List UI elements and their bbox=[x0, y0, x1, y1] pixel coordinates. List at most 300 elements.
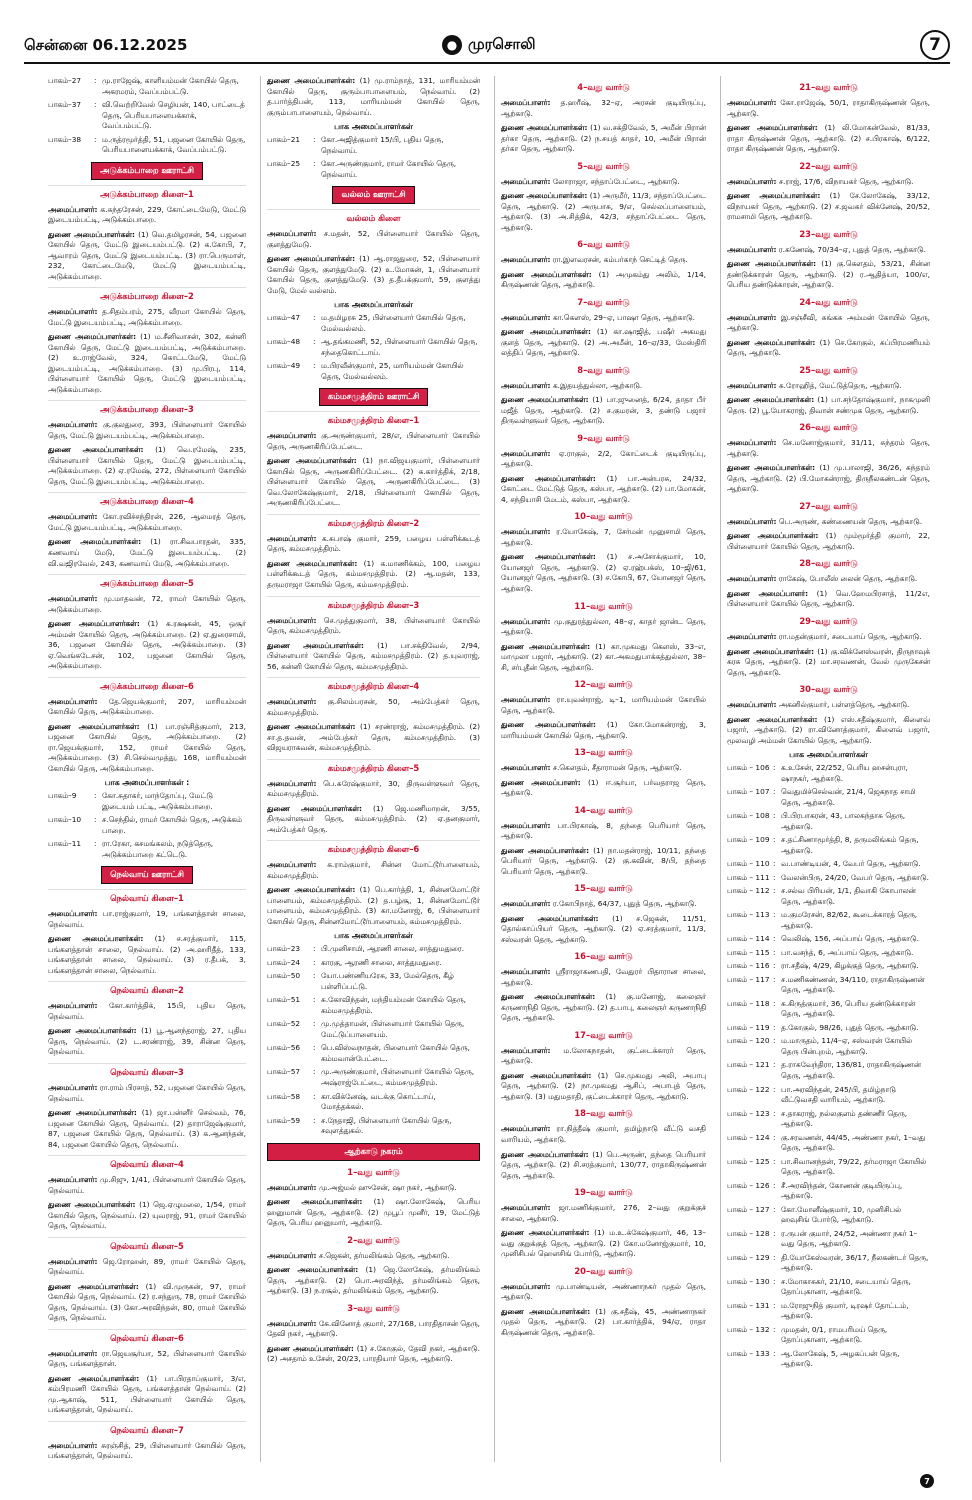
role-label: அமைப்பாளர்: bbox=[48, 1348, 98, 1358]
booth-text: ம.மாருதம், 11/4–ஏ, சஸ்வரன் கோயில் தெரு பின்புறம், ஆற்காடு. bbox=[781, 1036, 913, 1056]
entry-text: (1) லி.மோகன்வேல், 81/33, ராதா கிருஷ்ணன் தெரு, ஆற்காடு. (2) ச.பிரகாஷ், 6/122, ராதா கிருஷ்ணன் தெரு, ஆற்காடு. bbox=[727, 123, 931, 154]
role-label: அமைப்பாளர்: bbox=[48, 594, 98, 604]
role-label: அமைப்பாளர்: bbox=[501, 448, 551, 458]
entry-text: (1) எஸ்.சதீஷ்குமார், கிளைவ் பஜார், ஆற்காடு. (2) ரா.வினோத்குமார், கிளைவ் பஜார், மூலவழி அம்மன் கோயில் தெரு, ஆற்காடு. bbox=[727, 714, 930, 745]
booth-colon: : bbox=[773, 947, 776, 957]
booth-colon: : bbox=[773, 934, 776, 944]
role-label: துணை அமைப்பாளர்கள்: bbox=[48, 1200, 136, 1210]
booth-number: பாகம்–47 bbox=[267, 313, 301, 323]
booth-entry bbox=[267, 1043, 480, 1064]
entry-text: ரா.இளவரசன், கம்பர்காந் செட்டித் தெரு. bbox=[550, 255, 688, 265]
booth-text: முமதன், 0/1, ராமபரிமய் தெரு, தோப்புகானா, ஆற்காடு. bbox=[781, 1324, 888, 1345]
role-label: துணை அமைப்பாளர்கள்: bbox=[267, 1197, 363, 1207]
booth-text: சு.கோவிந்தன், மந்தியம்மன் கோயில் தெரு, கம்மசமுத்திரம். bbox=[321, 995, 466, 1015]
booth-number: பாகம் – 119 bbox=[727, 1022, 770, 1032]
entry-text: (1) ச.கோகுல், தேவி நகர், ஆற்காடு. (2) அசதாம் உசேன், 20/23, பாரதியார் தெரு, ஆற்காடு. bbox=[267, 1343, 481, 1364]
booth-number: பாகம் – 112 bbox=[727, 886, 770, 896]
booth-colon: : bbox=[773, 1084, 776, 1094]
booth-entry bbox=[727, 961, 930, 972]
booth-colon: : bbox=[773, 1180, 776, 1190]
entry bbox=[48, 512, 246, 533]
booth-number: பாகம் – 116 bbox=[727, 961, 770, 971]
booth-colon: : bbox=[773, 1108, 776, 1118]
ward-heading: 11–வது வார்டு bbox=[574, 600, 633, 611]
ward-heading: 24–வது வார்டு bbox=[799, 296, 858, 307]
entry bbox=[501, 1203, 706, 1224]
booth-entry bbox=[727, 1109, 930, 1130]
entry-text: (1) அமுகம்து அலிம், 1/14, கிருஷ்ணன் தெரு, ஆற்காடு. bbox=[501, 269, 706, 290]
entry-text: (1) ரா.சிவபாரதன், 335, கணவாய் மேடு, மேட்டு இடையம்பட்டி. (2) வி.வஜிரவேல், 243, கணவாய் மேடு, அடுக்கம்பாறை. bbox=[48, 537, 247, 568]
role-label: துணை அமைப்பாளர்கள்: bbox=[501, 1070, 592, 1080]
role-label: துணை அமைப்பாளர்கள்: bbox=[48, 1026, 137, 1036]
branch-heading: அடுக்கம்பாறை கிளை–1 bbox=[48, 185, 246, 201]
role-label: அமைப்பாளர்: bbox=[501, 176, 551, 186]
entry-text: (1) செ.முகமது அலி, அபாபு தெரு, ஆற்காடு. (2) நா.முகமது ஆசிப், அபாபுத் தெரு, ஆற்காடு. (3) மதுமதாதி, குட்டைக்காரர் தெரு, ஆற்காடு. bbox=[501, 1070, 707, 1101]
ward-heading: 13–வது வார்டு bbox=[574, 747, 633, 758]
booth-text: பி.முனிசாமி, ஆரணி சாலை, சாத்துமதுரை. bbox=[321, 944, 465, 954]
booth-colon: : bbox=[313, 361, 316, 371]
role-label: அமைப்பாளர்: bbox=[501, 98, 551, 107]
booth-number: பாகம் – 131 bbox=[727, 1300, 770, 1310]
booth-number: பாகம்–21 bbox=[267, 135, 301, 145]
entry bbox=[48, 1001, 246, 1022]
branch-heading: கம்மசமுத்திரம் கிளை–6 bbox=[267, 840, 480, 856]
booth-colon: : bbox=[773, 1300, 776, 1310]
ward-heading: 7–வது வார்டு bbox=[577, 296, 630, 307]
booth-entry bbox=[48, 100, 246, 132]
role-label: துணை அமைப்பாளர்கள்: bbox=[727, 123, 818, 133]
entry bbox=[267, 1183, 480, 1194]
entry-text: (1) பா.அன்பரசு, 24/32, கோட்டை மேட்டுத் தெரு, கஸ்பா, ஆற்காடு. (2) பா.மோகன், 4, சந்தியாசி மேடம், கஸ்பா, ஆற்காடு. bbox=[501, 473, 707, 504]
role-label: துணை அமைப்பாளர்கள்: bbox=[48, 1281, 139, 1291]
booth-text: மு.முத்தாமன், பிள்ளையார் கோயில் தெரு, மேட்டுப்பாளையம். bbox=[321, 1019, 465, 1039]
entry bbox=[48, 619, 246, 672]
role-label: அமைப்பாளர்: bbox=[727, 98, 777, 107]
booth-number: பாகம் – 126 bbox=[727, 1180, 770, 1190]
entry-text: ர.கணேஷ், 70/34–ஏ, புதுத் தெரு, ஆற்காடு. bbox=[776, 244, 926, 254]
entry bbox=[727, 632, 930, 643]
role-label: துணை அமைப்பாளர்கள்: bbox=[267, 456, 357, 466]
booth-text: வி.வெற்றிவேல் செழியன், 140, பாட்டைத் தெரு, பெரியபாளையக்காக், வேப்பம்பட்டு. bbox=[102, 100, 245, 131]
booth-colon: : bbox=[773, 835, 776, 845]
section-banner: அடுக்கம்பாறை ஊராட்சி bbox=[91, 162, 203, 180]
role-label: அமைப்பாளர்: bbox=[267, 533, 317, 543]
entry bbox=[727, 647, 930, 679]
role-label: துணை அமைப்பாளர்கள்: bbox=[267, 803, 362, 813]
booth-text: மு.அருண்குமார், பிள்ளையார் கோயில் தெரு, அஷ்ராஜ்பேட்டை, கம்மசமுத்திரம். bbox=[321, 1067, 475, 1087]
booth-entry bbox=[727, 910, 930, 931]
role-label: அமைப்பாளர்: bbox=[267, 1250, 317, 1260]
booth-number: பாகம் – 107 bbox=[727, 787, 770, 797]
booth-number: பாகம் – 128 bbox=[727, 1228, 770, 1238]
entry-text: மு.மாதவன், 72, ராமர் கோயில் தெரு, அடுக்கம்பாறை. bbox=[48, 594, 246, 614]
role-label: துணை அமைப்பாளர்கள்: bbox=[267, 885, 356, 895]
booth-number: பாகம்–48 bbox=[267, 337, 301, 347]
role-label: அமைப்பாளர்: bbox=[501, 899, 551, 909]
entry-text: (1) பெ.அருண், தந்தை பெரியார் தெரு, ஆற்காடு. (2) சி.சரத்குமார், 130/77, ராதாகிருஷ்ணன் தெரு, ஆற்காடு. bbox=[501, 1149, 707, 1180]
entry bbox=[501, 1046, 706, 1067]
entry bbox=[501, 527, 706, 548]
booth-entry bbox=[727, 835, 930, 856]
branch-heading: நெல்வாய் கிளை–1 bbox=[48, 889, 246, 905]
ward-heading: 16–வது வார்டு bbox=[574, 951, 633, 962]
booth-text: பி.பிரபாகரன், 43, பாலகந்தாசு தெரு, ஆற்காடு. bbox=[781, 811, 906, 831]
booth-number: பாகம்–25 bbox=[267, 159, 301, 169]
booth-entry bbox=[267, 313, 480, 334]
newspaper-logo bbox=[442, 30, 536, 60]
booth-colon: : bbox=[773, 886, 776, 896]
entry-text: ச.ராஜ், 17/6, விநாயகர் தெரு, ஆற்காடு. bbox=[776, 176, 914, 186]
role-label: அமைப்பாளர்: bbox=[267, 1182, 317, 1192]
entry-text: (1) பா.சக்திவேல், 2/94, பிள்ளையார் கோயில் தெரு, கம்மசமுத்திரம். (2) த.யுவராஜ், 56, கன்னி கோயில் தெரு, கம்மசமுத்திரம். bbox=[267, 640, 480, 671]
role-label: துணை அமைப்பாளர்கள்: bbox=[267, 76, 356, 85]
entry-text: கே.வினோத் குமார், 27/168, பாரதிதாசன் தெரு, தேவி நகர், ஆற்காடு. bbox=[267, 1318, 480, 1339]
role-label: அமைப்பாளர்: bbox=[727, 312, 777, 322]
entry-text: (1) சே.லோகேஷ், 33/12, விநாயகர் தெரு, ஆற்காடு. (2) ச.ஜவகர் விக்னேஷ், 20/52, ராமசாமி தெரு, ஆற்காடு. bbox=[727, 191, 930, 222]
entry bbox=[727, 259, 930, 291]
ward-heading: 17–வது வார்டு bbox=[574, 1029, 633, 1040]
booth-text: பா.வசந்த், 6, அப்பாய் தெரு, ஆற்காடு. bbox=[781, 947, 914, 957]
role-label: அமைப்பாளர்: bbox=[727, 176, 777, 186]
role-label: துணை அமைப்பாளர்: bbox=[727, 588, 809, 598]
booth-number: பாகம் – 118 bbox=[727, 998, 770, 1008]
entry bbox=[48, 934, 246, 976]
booth-number: பாகம்–38 bbox=[48, 134, 82, 144]
booth-entry bbox=[727, 948, 930, 959]
ward-heading: 15–வது வார்டு bbox=[574, 883, 633, 894]
booth-number: பாகம் – 129 bbox=[727, 1252, 770, 1262]
entry bbox=[267, 722, 480, 754]
booth-text: த.கோகுல், 98/26, புதுத் தெரு, ஆற்காடு. bbox=[781, 1022, 919, 1032]
entry bbox=[501, 1124, 706, 1145]
booth-entry bbox=[267, 361, 480, 382]
booth-colon: : bbox=[313, 971, 316, 981]
branch-heading: நெல்வாய் கிளை–5 bbox=[48, 1237, 246, 1253]
entry-text: (1) பா.சந்தோஷ்குமார், நாகமுனி தெரு. (2) பூ.யோகராஜ், திவான் சண்முக தெரு, ஆற்காடு. bbox=[727, 395, 930, 415]
role-label: துணை அமைப்பாளர்கள்: bbox=[727, 646, 815, 656]
entry-text: கா.கௌஸ், 29–ஏ, பாஷா தெரு, ஆற்காடு. bbox=[550, 312, 696, 322]
subsection-heading: பாக அமைப்பாளர்கள் bbox=[334, 300, 413, 310]
booth-entry bbox=[267, 135, 480, 156]
booth-number: பாகம் – 115 bbox=[727, 947, 770, 957]
entry-text: ஸ்ரீராஜாகணபதி, வேதுரர் பிதாரான சாலை, ஆற்காடு. bbox=[501, 967, 706, 987]
role-label: அமைப்பாளர்: bbox=[48, 204, 98, 214]
booth-colon: : bbox=[773, 910, 776, 920]
branch-heading: அடுக்கம்பாறை கிளை–2 bbox=[48, 287, 246, 303]
entry-text: (1) வ.சக்திவேல், 5, அமீன் பிரான் தர்கா தெரு, ஆற்காடு. (2) ந.சயத் காதர், 10, அமீன் பிரான் தர்கா தெரு, ஆற்காடு. bbox=[501, 123, 706, 154]
role-label: அமைப்பாளர்: bbox=[727, 574, 777, 584]
entry bbox=[727, 313, 930, 334]
booth-number: பாகம்–24 bbox=[267, 957, 301, 967]
ward-heading: 19–வது வார்டு bbox=[574, 1187, 633, 1198]
ward-heading: 21–வது வார்டு bbox=[799, 82, 858, 92]
entry bbox=[48, 1108, 246, 1150]
entry-text: (1) கா.முகமது கௌஸ், 33–எ, மாமுலா பஜார், ஆற்காடு. (2) கா.அகமதுபாக்கத்துல்லா, 38–சி, சர்புதீன் தெரு, ஆற்காடு. bbox=[501, 641, 706, 672]
ward-heading: 22–வது வார்டு bbox=[799, 160, 858, 171]
entry-text: (1) ஈ.சூர்யா, பர்வதராஜ தெரு, ஆற்காடு. bbox=[501, 777, 706, 798]
entry bbox=[501, 899, 706, 910]
booth-colon: : bbox=[773, 1276, 776, 1286]
booth-colon: : bbox=[94, 100, 97, 110]
role-label: துணை அமைப்பாளர்கள்: bbox=[501, 641, 591, 651]
entry-text: (1) ச.ஜெகன், 11/51, தொல்காப்பியர் தெரு, ஆற்காடு. (2) ஏ.சரத்குமார், 11/3, சஸ்வரன் தெரு, ஆற்காடு. bbox=[501, 913, 706, 944]
entry bbox=[501, 695, 706, 716]
booth-entry bbox=[267, 944, 480, 955]
branch-heading: நெல்வாய் கிளை–3 bbox=[48, 1063, 246, 1079]
ward-heading: 23–வது வார்டு bbox=[799, 228, 858, 239]
entry-text: (1) வெ.தமிழரசன், 54, பஜனை கோயில் தெரு, மேட்டு இடையம்பட்டு. (2) க.கோபி, 7, ஆவாரம் தெரு, மேட்டு இடையம்பட்டி. (3) ரா.பெருமாள், 232, கோட்டைமேடு, மேட்டு இடையம்பட்டி, அடுக்கம்பாறை. bbox=[48, 229, 246, 281]
entry bbox=[267, 254, 480, 296]
entry bbox=[48, 1282, 246, 1324]
role-label: துணை அமைப்பாளர்கள்: bbox=[501, 395, 589, 405]
entry bbox=[501, 617, 706, 638]
role-label: துணை அமைப்பாளர்கள்: bbox=[48, 721, 140, 731]
entry-text: (1) பா.ரஞ்சித்குமார், 213, பஜனை கோயில் தெரு, அடுக்கம்பாறை. (2) ரா.ஜெயக்குமார், 152, ராமர் கோயில் தெரு, அடுக்கம்பாறை. (3) சி.செல்வமுத்து, 168, மாரியம்மன் கோயில் தெரு, அடுக்கம்பாறை. bbox=[48, 721, 246, 773]
role-label: அமைப்பாளர்: bbox=[48, 1175, 98, 1185]
booth-number: பாகம்–49 bbox=[267, 361, 301, 371]
entry bbox=[267, 1251, 480, 1262]
role-label: அமைப்பாளர்: bbox=[501, 1045, 551, 1055]
subsection-heading: பாக அமைப்பாளர்கள் bbox=[334, 931, 413, 941]
role-label: அமைப்பாளர்: bbox=[501, 255, 551, 265]
entry bbox=[501, 313, 706, 324]
entry-text: (1) வி.முருகன், 97, ராமர் கோயில் தெரு, நெல்வாய். (2) ர.சந்துரு, 78, ராமர் கோயில் தெரு, நெல்வாய். (3) கோ.அரவிந்தன், 80, ராமர் கோயில் தெரு, நெல்வாய். bbox=[48, 1281, 246, 1323]
booth-colon: : bbox=[773, 1348, 776, 1358]
entry bbox=[501, 1150, 706, 1182]
entry bbox=[48, 332, 246, 395]
booth-colon: : bbox=[313, 135, 316, 145]
entry bbox=[501, 474, 706, 506]
role-label: துணை அமைப்பாளர்கள்: bbox=[727, 463, 816, 473]
booth-text: ம.ருத்ரமூர்த்தி, 51, பஜனை கோயில் தெரு, பெரியபாளையக்காக், வேப்பம்பட்டு. bbox=[102, 134, 246, 155]
role-label: அமைப்பாளர்: bbox=[48, 1083, 98, 1092]
booth-entry bbox=[727, 811, 930, 832]
role-label: துணை அமைப்பாளர்கள்: bbox=[48, 619, 140, 629]
entry-text: (1) ம.உ.க்கேஷ்குமார், 46, 13–வது குறுக்குத் தெரு, ஆற்காடு. (2) கோ.மனோஜ்குமார், 10, முனிசிபல் ஹௌசிங் போர்டு, ஆற்காடு. bbox=[501, 1228, 707, 1259]
booth-colon: : bbox=[313, 957, 316, 967]
entry bbox=[501, 449, 706, 470]
entry-text: (1) ஜெ.லோகேஷ், தர்மலிங்கம் தெரு, ஆற்காடு. (2) பொ.அரவிந்த், தர்மலிங்கம் தெரு, ஆற்காடு. (3) ந.ரசூல், தர்மலிங்கம் தெரு, ஆற்காடு. bbox=[267, 1265, 481, 1296]
entry-text: (1) ச.சரத்குமார், 115, பங்களத்தான் சாலை, நெல்வாய். (2) அ.ஹரிதீத், 133, பங்களத்தான் சாலை, நெல்வாய். (3) ர.தீபக், 3, பங்களத்தான் சாலை, நெல்வாய். bbox=[48, 934, 247, 975]
entry bbox=[727, 715, 930, 747]
ward-heading: 9–வது வார்டு bbox=[577, 432, 630, 443]
ward-heading: 5–வது வார்டு bbox=[577, 160, 630, 171]
entry bbox=[48, 205, 246, 226]
booth-text: வெதுமிச்செல்வன், 21/4, ஜெகநாத சாமி தெரு, ஆற்காடு. bbox=[781, 787, 916, 807]
booth-text: மு.ராஜேஷ், காளியம்மன் கோயில் தெரு, அகரமரம், வேப்பம்பட்டு. bbox=[102, 76, 239, 96]
booth-entry bbox=[727, 975, 930, 996]
booth-number: பாகம் – 111 bbox=[727, 872, 770, 882]
role-label: அமைப்பாளர்: bbox=[267, 615, 317, 625]
section-banner: நெல்வாய் ஊராட்சி bbox=[101, 866, 193, 884]
booth-entry bbox=[727, 1349, 930, 1370]
entry-text: ம.லோகநாதன், குட்டைக்காரர் தெரு, ஆற்காடு. bbox=[501, 1045, 706, 1066]
ward-heading: 3–வது வார்டு bbox=[347, 1302, 400, 1313]
entry bbox=[501, 123, 706, 155]
entry bbox=[501, 177, 706, 188]
booth-entry bbox=[727, 873, 930, 884]
booth-entry bbox=[727, 886, 930, 907]
entry-text: க.சுந்தரேசன், 229, கோட்டைமேடு, மேட்டு இடையம்பட்டி, அடுக்கம்பாறை. bbox=[48, 204, 246, 225]
entry-text: (1) கு.மனோஜ், கலைஞர் கருணாநிதி தெரு, ஆற்காடு. (2) த.பாபு, கலைஞர் கருணாநிதி தெரு, ஆற்காடு. bbox=[501, 992, 706, 1023]
booth-entry bbox=[727, 1023, 930, 1034]
entry-text: (1) கோ.மோகன்ராஜ், 3, மாரியம்மன் கோயில் தெரு, ஆற்காடு. bbox=[501, 720, 706, 740]
entry-text: (1) வெ.ஹேமபிரசாத், 11/2எ, பிள்ளையார் கோயில் தெரு, ஆற்காடு. bbox=[727, 588, 930, 609]
booth-colon: : bbox=[313, 995, 316, 1005]
entry bbox=[727, 98, 930, 119]
entry-text: ச.ஜெகன், தர்மலிங்கம் தெரு, ஆற்காடு. bbox=[316, 1250, 450, 1260]
booth-colon: : bbox=[773, 1324, 776, 1334]
booth-colon: : bbox=[773, 1022, 776, 1032]
entry bbox=[267, 534, 480, 555]
booth-text: ம.ரோஜுநித் குமார், டிரஷர் தோட்டம், ஆற்காடு. bbox=[781, 1300, 909, 1321]
role-label: அமைப்பாளர்: bbox=[48, 1001, 98, 1011]
role-label: துணை அமைப்பாளர்கள்: bbox=[501, 720, 596, 730]
subsection-heading: பாக அமைப்பாளர்கள் bbox=[334, 122, 413, 132]
booth-colon: : bbox=[773, 974, 776, 984]
booth-colon: : bbox=[313, 337, 316, 347]
entry-text: க.இதயத்துல்லா, ஆற்காடு. bbox=[550, 380, 643, 390]
entry-text: (1) கா.ஷாஜித், பஷீர் அகமது குளத் தெரு, ஆற்காடு. (2) அ.அமீன், 16–ஏ/33, மேஸ்திரி லத்திப் தெரு, ஆற்காடு. bbox=[501, 327, 707, 358]
booth-text: ச.மணிகண்ணன், 34/110, ராதாகிருஷ்ணன் தெரு, ஆற்காடு. bbox=[781, 974, 925, 995]
entry bbox=[501, 1228, 706, 1260]
entry-text: தே.ஜெயக்குமார், 207, மாரியம்மன் கோயில் தெரு, அடுக்கம்பாறை. bbox=[48, 696, 246, 717]
entry bbox=[727, 517, 930, 528]
role-label: அமைப்பாளர்: bbox=[727, 438, 777, 448]
booth-entry bbox=[48, 815, 246, 836]
role-label: துணை அமைப்பாளர்கள்: bbox=[501, 473, 596, 483]
entry-text: ரா.நித்தீஷ் குமார், தமிழ்நாடு வீட்டு வசதி வாரியம், ஆற்காடு. bbox=[501, 1124, 706, 1144]
entry bbox=[48, 1175, 246, 1196]
booth-number: பாகம் – 123 bbox=[727, 1108, 770, 1118]
booth-number: பாகம் – 108 bbox=[727, 811, 770, 821]
role-label: அமைப்பாளர்: bbox=[267, 229, 317, 239]
booth-text: ஆ.லோகேஷ், 5, அழகப்பன் தெரு, ஆற்காடு. bbox=[781, 1348, 900, 1369]
entry bbox=[48, 1200, 246, 1232]
entry-text: (1) கு.விக்னேஸ்வரன், திருநாவுக் கரசு தெரு, ஆற்காடு. (2) மா.சரவணன், வேல் முருகேசன் தெரு, ஆற்காடு. bbox=[727, 646, 930, 677]
entry bbox=[727, 338, 930, 359]
booth-text: வெலிஷ், 156, அப்பாய் தெரு, ஆற்காடு. bbox=[781, 934, 919, 944]
booth-text: கோ.மோனீஷ்குமார், 10, முனிசிபல் ஹவுசிங் போர்டு, ஆற்காடு. bbox=[781, 1204, 902, 1225]
entry-text: இ.சஞ்சீவி, சுங்கசு அம்மன் கோயில் தெரு, ஆற்காடு. bbox=[727, 312, 930, 333]
booth-colon: : bbox=[94, 76, 97, 85]
booth-text: பா.சிவானந்தன், 79/22, தர்மராஜா கோயில் தெரு, ஆற்காடு. bbox=[781, 1156, 927, 1177]
booth-text: கோ.சுதாகர், மாந்தோப்பு, மேட்டு இடையம் பட்டி, அடுக்கம்பாறை. bbox=[102, 791, 213, 811]
role-label: துணை அமைப்பாளர்கள்: bbox=[501, 913, 599, 923]
entry bbox=[501, 763, 706, 774]
role-label: அமைப்பாளர்: bbox=[727, 700, 777, 710]
booth-entry bbox=[727, 1205, 930, 1226]
entry-text: (1) ஷா.லோகேஷ், பெரிய ஹனுமான் தெரு, ஆற்காடு. (2) முபூப் முனீர், 19, மேட்டுத் தெரு, பெரிய ஹனுமார், ஆற்காடு. bbox=[267, 1197, 481, 1228]
entry bbox=[501, 778, 706, 799]
entry bbox=[727, 531, 930, 552]
role-label: துணை அமைப்பாளர்கள்: bbox=[501, 1228, 590, 1238]
entry bbox=[501, 191, 706, 233]
booth-entry bbox=[727, 1133, 930, 1154]
branch-heading: கம்மசமுத்திரம் கிளை–3 bbox=[267, 596, 480, 612]
booth-number: பாகம் – 113 bbox=[727, 910, 770, 920]
booth-number: பாகம்–23 bbox=[267, 944, 301, 954]
entry bbox=[501, 327, 706, 359]
entry bbox=[267, 641, 480, 673]
entry bbox=[267, 1344, 480, 1365]
section-banner: வல்லம் ஊராட்சி bbox=[332, 186, 414, 204]
role-label: துணை அமைப்பாளர்கள்: bbox=[727, 395, 815, 405]
entry bbox=[501, 642, 706, 674]
entry bbox=[48, 909, 246, 930]
role-label: துணை அமைப்பாளர்கள்: bbox=[501, 992, 596, 1002]
entry-text: (1) ஜெ.மணிமாறன், 3/55, திருவள்ளுவர் தெரு, கம்மசமுத்திரம். (2) ஏ.தனகுமார், அம்பேத்கர் தெரு. bbox=[267, 803, 480, 834]
role-label: அமைப்பாளர்: bbox=[501, 763, 551, 773]
booth-text: பெ.விஸ்வநாதன், பிளையார் கோயில் தெரு, கம்மவான்பேட்டை. bbox=[321, 1043, 470, 1063]
booth-colon: : bbox=[313, 159, 316, 169]
branch-heading: கம்மசமுத்திரம் கிளை–2 bbox=[267, 514, 480, 530]
role-label: அமைப்பாளர்: bbox=[48, 420, 98, 430]
entry-text: மு.சிஜு, 1/41, பிள்ளையார் கோயில் தெரு, நெல்வாய். bbox=[48, 1175, 246, 1195]
entry bbox=[267, 76, 480, 118]
role-label: அமைப்பாளர்: bbox=[48, 696, 98, 706]
entry bbox=[267, 431, 480, 452]
entry-text: க.ராம்குமார், சின்ன மோட்டூர்பாளையம், கம்மசமுத்திரம். bbox=[267, 860, 480, 880]
entry-text: க.சுபாஷ் குமார், 259, பழைய பள்ளிக்கூடத் தெரு, கம்மசமுத்திரம். bbox=[267, 533, 480, 554]
entry-text: கோ.கார்த்திக், 15பி, புதிய தெரு, நெல்வாய். bbox=[48, 1001, 246, 1021]
entry-text: ச.கௌதம், சீதாராமன் தெரு, ஆற்காடு. bbox=[550, 763, 682, 773]
role-label: துணை அமைப்பாளர்கள்: bbox=[501, 1306, 591, 1316]
entry bbox=[267, 1319, 480, 1340]
entry-text: (1) ஜா.பன்னீர் செல்வம், 76, பஜனை கோயில் தெரு, நெல்வாய். (2) தாராஜேஷ்குமார், 87, பஜனை கோயில் தெரு, நெல்வாய். (3) க.ஆனந்தன், 84, பஜனை கோயில் தெரு, நெல்வாய். bbox=[48, 1108, 246, 1149]
role-label: துணை அமைப்பாளர்கள்: bbox=[48, 934, 144, 944]
booth-number: பாகம் – 124 bbox=[727, 1132, 770, 1142]
ward-heading: 30–வது வார்டு bbox=[799, 684, 858, 695]
newspaper-name: முரசொலி bbox=[468, 35, 536, 53]
booth-entry bbox=[727, 1036, 930, 1057]
booth-text: ரா.ரேகா, கசமங்கலம், நடுத்தெரு, அடுக்கம்பாறை கட்டெடு. bbox=[102, 839, 214, 859]
role-label: அமைப்பாளர்: bbox=[501, 1203, 551, 1213]
column-1 bbox=[42, 76, 252, 1462]
booth-text: யோ.பண்ணியரேசு, 33, மேல்தெரு, கீழ் பள்ளிப்பட்டு. bbox=[321, 971, 454, 991]
entry bbox=[501, 552, 706, 594]
booth-number: பாகம் – 127 bbox=[727, 1204, 770, 1214]
entry bbox=[501, 967, 706, 988]
booth-entry bbox=[727, 1325, 930, 1346]
role-label: அமைப்பாளர்: bbox=[727, 244, 777, 254]
entry-text: பா.பிரகாஷ், 8, தந்தை பெரியார் தெரு, ஆற்காடு. bbox=[501, 820, 706, 841]
entry bbox=[267, 456, 480, 509]
entry-text: (1) அருமீர், 11/3, சந்தாப்பேட்டை தெரு, ஆற்காடு. (2) அருபாசு, 9/எ, செல்லப்பாளையம், ஆற்காடு. (3) அ.சித்திக், 42/3, சந்தாப்பேட்டை தெரு, ஆற்காடு. bbox=[501, 191, 706, 232]
booth-entry bbox=[727, 1253, 930, 1274]
booth-number: பாகம்–56 bbox=[267, 1043, 301, 1053]
masthead bbox=[24, 30, 950, 64]
entry bbox=[48, 445, 246, 487]
ward-heading: 6–வது வார்டு bbox=[577, 239, 630, 250]
ward-heading: 26–வது வார்டு bbox=[799, 422, 858, 433]
role-label: அமைப்பாளர்: bbox=[267, 1318, 317, 1328]
booth-text: கா.விக்னேஷ், வடக்கு கொட்டாய், மோத்தக்கல். bbox=[321, 1091, 436, 1112]
section-banner: கம்மசமுத்திரம் ஊராட்சி bbox=[319, 388, 429, 406]
booth-entry bbox=[727, 1181, 930, 1202]
role-label: அமைப்பாளர்: bbox=[501, 380, 551, 390]
entry-text: (1) மு.பாலாஜி, 36/26, சுந்தரம் தெரு, ஆற்காடு. (2) பி.மோகன்ராஜ், திருநீலகண்டன் தெரு, ஆற்காடு. bbox=[727, 463, 930, 494]
role-label: துணை அமைப்பாளர்கள்: bbox=[267, 640, 364, 650]
booth-entry bbox=[727, 1157, 930, 1178]
booth-number: பாகம் – 122 bbox=[727, 1084, 770, 1094]
booth-number: பாகம் – 133 bbox=[727, 1348, 770, 1358]
booth-entry bbox=[267, 1116, 480, 1137]
booth-colon: : bbox=[773, 1252, 776, 1262]
entry bbox=[48, 1441, 246, 1462]
booth-text: ம.தமிழரசு 25, பிள்ளையார் கோயில் தெரு, மேல்வல்லம். bbox=[321, 313, 466, 333]
booth-colon: : bbox=[313, 313, 316, 323]
